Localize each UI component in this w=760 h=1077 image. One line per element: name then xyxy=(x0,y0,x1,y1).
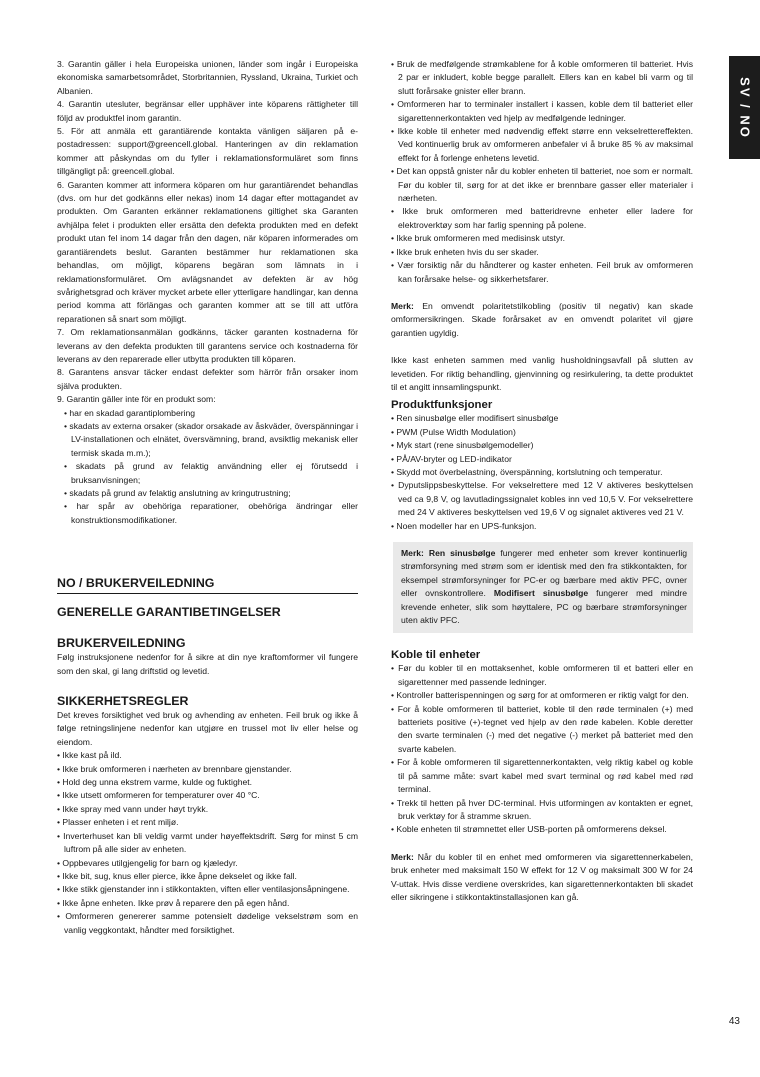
safety-bullet: • Bruk de medfølgende strømkablene for å koble omformeren til batteriet. Hvis 2 par er inkludert, koble begge parallelt. Ellers kan en kabel bli varm og til slutt forårsake gnister eller brann. xyxy=(391,58,693,98)
left-column xyxy=(57,58,358,937)
right-column xyxy=(391,58,693,904)
sine-wave-note xyxy=(401,547,687,627)
connect-bullet: • Koble enheten til strømnettet eller USB-porten på omformerens deksel. xyxy=(391,823,693,836)
safety-bullet: • Ikke utsett omformeren for temperaturer over 40 °C. xyxy=(57,789,358,802)
warranty-heading: GENERELLE GARANTIBETINGELSER xyxy=(57,605,281,620)
safety-bullet: • Ikke stikk gjenstander inn i stikkontakten, viften eller ventilasjonsåpningene. xyxy=(57,883,358,896)
safety-bullet: • Ikke kast på ild. xyxy=(57,749,358,762)
sv-paragraph: 7. Om reklamationsanmälan godkänns, täcker garanten kostnaderna för leverans av den defekta produkten till garantens service och kostnaderna för leverans av den reparerade eller utbytta produkten till köparen. xyxy=(57,327,358,364)
modified-sine-term: Modifisert sinusbølge xyxy=(493,588,589,599)
safety-bullet: • Vær forsiktig når du håndterer og kaster enheten. Feil bruk av omformeren kan forårsake helse- og sikkerhetsfarer. xyxy=(391,259,693,286)
sv-paragraph: 9. Garantin gäller inte för en produkt som: xyxy=(57,394,216,405)
language-tab xyxy=(729,56,760,159)
note-text: Når du kobler til en enhet med omformeren via sigarettennerkabelen, bruk enheter med maksimalt 150 W effekt for 12 V og maksimalt 300 W for 24 V-uttak. Hvis disse verdiene overskrides, kan sigarettennerkontakten bli skadet eller sikringene i stikkontaktinstallasjonen kan gå. xyxy=(391,851,693,902)
sv-bullet: • skadats av externa orsaker (skador orsakade av åskväder, överspänningar i LV-installationen och elnätet, översvämning, brand, avsiktlig mekanisk eller termisk skada m.m.); xyxy=(57,420,358,460)
safety-bullet: • Hold deg unna ekstrem varme, kulde og fuktighet. xyxy=(57,776,358,789)
safety-bullet: • Ikke bruk enheten hvis du ser skader. xyxy=(391,246,693,259)
feature-item: • Skydd mot överbelastning, överspänning, kortslutning och temperatur. xyxy=(391,466,693,479)
safety-bullet: • Omformeren genererer samme potensielt dødelige vekselstrøm som en vanlig veggkontakt, håndter med forsiktighet. xyxy=(57,910,358,937)
safety-bullet: • Ikke koble til enheter med nødvendig effekt større enn vekselrettereffekten. Ved kontinuerlig bruk av omformeren anbefaler vi å bruke 85 % av maksimal effekt for å forlenge enhetens levetid. xyxy=(391,125,693,165)
safety-bullet: • Inverterhuset kan bli veldig varmt under høyeffektsdrift. Sørg for minst 5 cm luftrom på alle sider av enheten. xyxy=(57,830,358,857)
safety-bullet: • Oppbevares utilgjengelig for barn og kjæledyr. xyxy=(57,857,358,870)
sv-paragraph: 6. Garanten kommer att informera köparen om hur garantiärendet behandlas (dvs. om hur det godkänns eller nekas) inom 14 dagar efter mottagandet av produkten. Om Garanten erkänner reklamationens giltighet ska Garanten avhjälpa felet i produkten eller ersätta den defekta produkten med en defekt produkt utan fel inom 14 dagar från den dagen, när köparen informerades om garantiärendets beslut. Garanten bestämmer hur reklamationen ska behandlas, om möjligt, köparens begäran som lämnats in i reklamationsformuläret. Om avlägsnandet av defekten är av hög svårighetsgrad och kräver mycket arbete eller ytterligare handlingar, kan denna period komma att förlängas och garanten kommer att se till att utföra reparationen så snart som möjligt. xyxy=(57,179,358,324)
sv-bullet: • har spår av obehöriga reparationer, obehöriga ändringar eller konstruktionsmodifikationer. xyxy=(57,500,358,527)
sv-bullet: • skadats på grund av felaktig anslutning av kringutrustning; xyxy=(57,487,358,500)
safety-bullet: • Ikke åpne enheten. Ikke prøv å reparere den på egen hånd. xyxy=(57,897,358,910)
safety-bullet: • Ikke bit, sug, knus eller pierce, ikke åpne dekselet og ikke fall. xyxy=(57,870,358,883)
safety-bullet: • Ikke bruk omformeren med batteridrevne enheter eller ladere for elektroverktøy som har farlig spenning på polene. xyxy=(391,205,693,232)
safety-bullet: • Ikke bruk omformeren i nærheten av brennbare gjenstander. xyxy=(57,763,358,776)
note-label: Merk: xyxy=(401,548,424,558)
sine-wave-note-box xyxy=(393,542,693,633)
sv-paragraph: 8. Garantens ansvar täcker endast defekter som härrör från orsaker inom själva produkten. xyxy=(57,367,358,391)
safety-heading: SIKKERHETSREGLER xyxy=(57,694,189,709)
pure-sine-term: Ren sinusbølge xyxy=(428,548,496,558)
cigarette-socket-note xyxy=(391,851,693,905)
feature-item: • Noen modeller har en UPS-funksjon. xyxy=(391,520,693,533)
note-label: Merk: xyxy=(391,851,414,862)
sv-bullet: • har en skadad garantiplombering xyxy=(57,407,358,420)
sv-paragraph: 5. För att anmäla ett garantiärende kontakta vänligen säljaren på e-postadressen: support@greencell.global. Hanteringen av din reklamation kommer att påskyndas om du fyller i reklamationsformuläret som finns tillgängligt på: greencell.global. xyxy=(57,126,358,177)
disposal-text: Ikke kast enheten sammen med vanlig husholdningsavfall på slutten av levetiden. For riktig behandling, gjenvinning og resirkulering, ta dette produktet til et angitt innsamlingspunkt. xyxy=(391,355,693,392)
feature-item: • PWM (Pulse Width Modulation) xyxy=(391,426,693,439)
sv-paragraph: 4. Garantin utesluter, begränsar eller upphäver inte köparens rättigheter till följd av produktfel inom garantin. xyxy=(57,99,358,123)
note-text: En omvendt polaritetstilkobling (positiv til negativ) kan skade omformersikringen. Skade forårsaket av en omvendt polaritet vil gjøre garantien ugyldig. xyxy=(391,300,693,338)
connect-bullet: • Før du kobler til en mottaksenhet, koble omformeren til et batteri eller en sigarettenner med passende ledninger. xyxy=(391,662,693,689)
language-tab-label: SV / NO xyxy=(737,76,753,139)
sv-bullet: • skadats på grund av felaktig användning eller ej förutsedd i bruksanvisningen; xyxy=(57,460,358,487)
manual-text: Følg instruksjonene nedenfor for å sikre at din nye kraftomformer vil fungere som den skal, gi lang driftstid og levetid. xyxy=(57,652,358,676)
connect-bullet: • For å koble omformeren til batteriet, koble til den røde terminalen (+) med batteriets positive (+)-tegnet ved hjelp av den røde kabelen. Koble deretter den svarte terminalen (-) med det negative (-) merket på batteriet med den svarte kabelen. xyxy=(391,703,693,757)
connect-heading: Koble til enheter xyxy=(391,649,481,662)
safety-bullet: • Omformeren har to terminaler installert i kassen, koble dem til batteriet eller sigarettennerkontakten ved hjelp av medfølgende ledninger. xyxy=(391,98,693,125)
connect-bullet: • Trekk til hetten på hver DC-terminal. Hvis utformingen av kontakten er egnet, bruk verktøy for å stramme skruen. xyxy=(391,797,693,824)
connect-bullet: • For å koble omformeren til sigarettennerkontakten, velg riktig kabel og koble til på samme måte: svart kabel med svart terminal og rød kabel med rød terminal. xyxy=(391,756,693,796)
connect-bullet: • Kontroller batterispenningen og sørg for at omformeren er riktig valgt for den. xyxy=(391,689,693,702)
features-heading: Produktfunksjoner xyxy=(391,399,493,412)
safety-bullet: • Det kan oppstå gnister når du kobler enheten til batteriet, noe som er normalt. Før du kobler til, sørg for at det ikke er brennbare gasser eller materialer i nærheten. xyxy=(391,165,693,205)
feature-item: • Dyputslippsbeskyttelse. For vekselrettere med 12 V aktiveres beskyttelsen ved ca 9,8 V, og lavutladingssignalet kobles inn ved 10,5 V. For vekselrettere med 24 V aktiveres beskyttelsen ved 19,6 V og signalet aktiveres ved 21 V. xyxy=(391,479,693,519)
feature-item: • Myk start (rene sinusbølgemodeller) xyxy=(391,439,693,452)
note-label: Merk: xyxy=(391,300,414,311)
safety-bullet: • Ikke spray med vann under høyt trykk. xyxy=(57,803,358,816)
sv-paragraph: 3. Garantin gäller i hela Europeiska unionen, länder som ingår i Europeiska ekonomiska samarbetsområdet, Storbritannien, Ryssland, Ukraina, Turkiet och Albanien. xyxy=(57,59,358,96)
feature-item: • PÅ/AV-bryter og LED-indikator xyxy=(391,453,693,466)
pure-sine-text: fungerer med enheter som krever kontinuerlig strømforsyning med strøm som er identisk med den fra stikkontakten, for eksempel strømforsyninger for PC-er og bærbare med aktiv PFC, ovner eller ovnskontrollere. xyxy=(401,548,688,599)
polarity-note xyxy=(391,300,693,340)
no-section-heading: NO / BRUKERVEILEDNING xyxy=(57,576,215,591)
page-number: 43 xyxy=(728,1016,740,1027)
feature-item: • Ren sinusbølge eller modifisert sinusbølge xyxy=(391,412,693,425)
manual-heading: BRUKERVEILEDNING xyxy=(57,636,186,651)
safety-intro: Det kreves forsiktighet ved bruk og avhending av enheten. Feil bruk og ikke å følge retningslinjene nedenfor kan utgjøre en trussel mot liv eller helse og eiendom. xyxy=(57,710,358,747)
safety-bullet: • Plasser enheten i et rent miljø. xyxy=(57,816,358,829)
safety-bullet: • Ikke bruk omformeren med medisinsk utstyr. xyxy=(391,232,693,245)
modified-sine-text: fungerer med mindre krevende enheter, slik som høyttalere, PC og bærbare strømforsyninger uten aktiv PFC. xyxy=(401,588,688,626)
